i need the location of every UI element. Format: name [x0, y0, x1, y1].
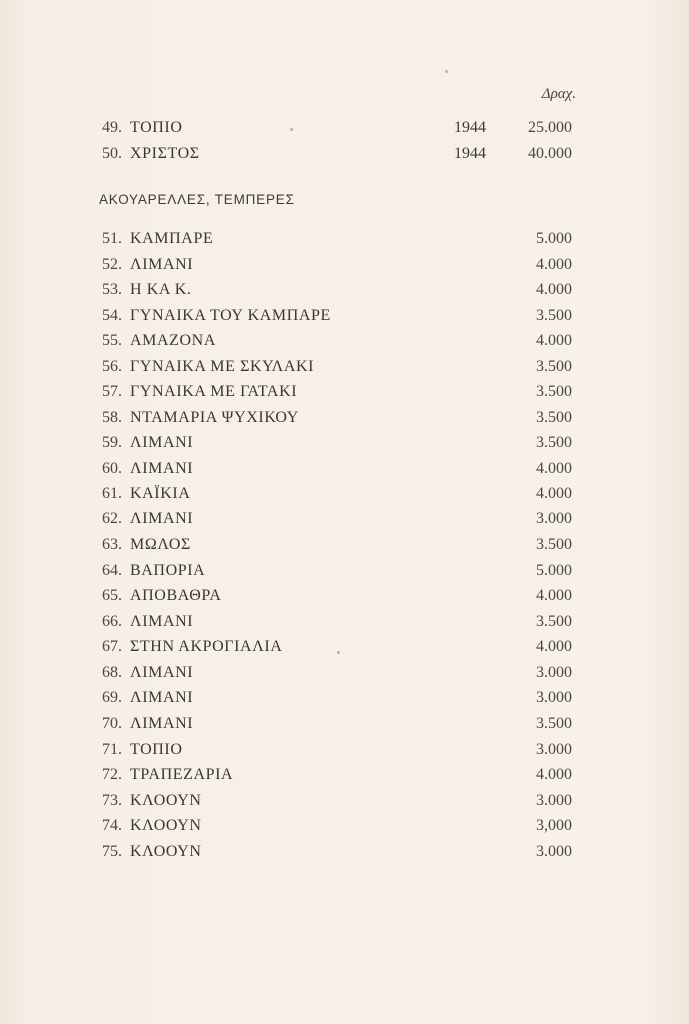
- item-number: 57.: [102, 383, 122, 400]
- list-item: [0, 143, 689, 165]
- item-number: 67.: [102, 638, 122, 655]
- list-item: [0, 790, 689, 812]
- list-item: [0, 662, 689, 684]
- item-price: 3.500: [536, 715, 572, 732]
- list-item: [0, 560, 689, 582]
- item-price: 4.000: [536, 766, 572, 783]
- list-item: [0, 534, 689, 556]
- list-item: [0, 636, 689, 658]
- item-title: Η ΚΑ Κ.: [130, 281, 192, 298]
- item-title: ΓΥΝΑΙΚΑ ΜΕ ΣΚΥΛΑΚΙ: [130, 358, 315, 375]
- item-number: 61.: [102, 485, 122, 502]
- list-item: [0, 381, 689, 403]
- list-item: [0, 713, 689, 735]
- item-title: ΓΥΝΑΙΚΑ ΤΟΥ ΚΑΜΠΑΡΕ: [130, 307, 331, 324]
- item-price: 3.000: [536, 689, 572, 706]
- item-price: 3.500: [536, 613, 572, 630]
- item-title: ΚΛΟΟΥΝ: [130, 817, 202, 834]
- item-price: 4.000: [536, 332, 572, 349]
- item-number: 65.: [102, 587, 122, 604]
- paper-speck: [337, 651, 340, 654]
- item-title: ΑΜΑΖΟΝΑ: [130, 332, 216, 349]
- item-price: 4.000: [536, 485, 572, 502]
- item-price: 3.500: [536, 383, 572, 400]
- item-number: 70.: [102, 715, 122, 732]
- item-title: ΑΠΟΒΑΘΡΑ: [130, 587, 222, 604]
- item-year: 1944: [454, 145, 486, 162]
- item-title: ΒΑΠΟΡΙΑ: [130, 562, 206, 579]
- item-title: ΛΙΜΑΝΙ: [130, 256, 194, 273]
- paper-speck: [290, 128, 293, 131]
- item-title: ΚΑΜΠΑΡΕ: [130, 230, 214, 247]
- item-price: 3.500: [536, 307, 572, 324]
- item-title: ΛΙΜΑΝΙ: [130, 510, 194, 527]
- item-price: 5.000: [536, 230, 572, 247]
- item-title: ΛΙΜΑΝΙ: [130, 664, 194, 681]
- item-price: 3.000: [536, 741, 572, 758]
- item-number: 71.: [102, 741, 122, 758]
- list-item: [0, 356, 689, 378]
- item-number: 49.: [102, 119, 122, 136]
- list-item: [0, 228, 689, 250]
- list-item: [0, 407, 689, 429]
- item-number: 66.: [102, 613, 122, 630]
- item-number: 54.: [102, 307, 122, 324]
- item-title: ΛΙΜΑΝΙ: [130, 434, 194, 451]
- item-number: 60.: [102, 460, 122, 477]
- item-price: 40.000: [528, 145, 572, 162]
- item-price: 3.500: [536, 434, 572, 451]
- list-item: [0, 254, 689, 276]
- item-number: 50.: [102, 145, 122, 162]
- item-title: ΝΤΑΜΑΡΙΑ ΨΥΧΙΚΟΥ: [130, 409, 299, 426]
- item-number: 56.: [102, 358, 122, 375]
- item-number: 74.: [102, 817, 122, 834]
- item-title: ΓΥΝΑΙΚΑ ΜΕ ΓΑΤΑΚΙ: [130, 383, 298, 400]
- item-price: 5.000: [536, 562, 572, 579]
- list-item: [0, 305, 689, 327]
- list-item: [0, 687, 689, 709]
- item-number: 73.: [102, 792, 122, 809]
- item-title: ΚΛΟΟΥΝ: [130, 843, 202, 860]
- item-number: 68.: [102, 664, 122, 681]
- list-item: [0, 458, 689, 480]
- item-title: ΚΑΪΚΙΑ: [130, 485, 191, 502]
- item-price: 3.000: [536, 510, 572, 527]
- item-price: 3.000: [536, 792, 572, 809]
- list-item: [0, 330, 689, 352]
- item-title: ΤΟΠΙΟ: [130, 119, 183, 136]
- item-number: 75.: [102, 843, 122, 860]
- list-item: [0, 279, 689, 301]
- item-number: 51.: [102, 230, 122, 247]
- item-number: 72.: [102, 766, 122, 783]
- item-title: ΤΟΠΙΟ: [130, 741, 183, 758]
- item-number: 58.: [102, 409, 122, 426]
- item-price: 3.000: [536, 664, 572, 681]
- item-number: 59.: [102, 434, 122, 451]
- item-number: 53.: [102, 281, 122, 298]
- item-number: 52.: [102, 256, 122, 273]
- item-price: 4.000: [536, 460, 572, 477]
- list-item: [0, 432, 689, 454]
- section-title: ΑΚΟΥΑΡΕΛΛΕΣ, ΤΕΜΠΕΡΕΣ: [99, 192, 295, 207]
- item-price: 3.000: [536, 843, 572, 860]
- item-price: 4.000: [536, 638, 572, 655]
- item-price: 3.500: [536, 358, 572, 375]
- list-item: [0, 815, 689, 837]
- item-title: ΛΙΜΑΝΙ: [130, 613, 194, 630]
- item-title: ΧΡΙΣΤΟΣ: [130, 145, 200, 162]
- item-title: ΜΩΛΟΣ: [130, 536, 191, 553]
- item-price: 4.000: [536, 256, 572, 273]
- item-price: 4.000: [536, 587, 572, 604]
- list-item: [0, 764, 689, 786]
- currency-header: Δραχ.: [541, 86, 576, 102]
- list-item: [0, 585, 689, 607]
- item-year: 1944: [454, 119, 486, 136]
- item-title: ΛΙΜΑΝΙ: [130, 715, 194, 732]
- list-item: [0, 739, 689, 761]
- item-title: ΤΡΑΠΕΖΑΡΙΑ: [130, 766, 234, 783]
- item-price: 4.000: [536, 281, 572, 298]
- item-price: 3.500: [536, 536, 572, 553]
- item-title: ΣΤΗΝ ΑΚΡΟΓΙΑΛΙΑ: [130, 638, 283, 655]
- list-item: [0, 841, 689, 863]
- item-number: 62.: [102, 510, 122, 527]
- item-title: ΚΛΟΟΥΝ: [130, 792, 202, 809]
- item-price: 3,000: [536, 817, 572, 834]
- list-item: [0, 483, 689, 505]
- item-price: 3.500: [536, 409, 572, 426]
- item-number: 69.: [102, 689, 122, 706]
- list-item: [0, 611, 689, 633]
- item-number: 64.: [102, 562, 122, 579]
- paper-speck: [445, 70, 448, 73]
- item-title: ΛΙΜΑΝΙ: [130, 460, 194, 477]
- item-number: 55.: [102, 332, 122, 349]
- item-number: 63.: [102, 536, 122, 553]
- item-title: ΛΙΜΑΝΙ: [130, 689, 194, 706]
- item-price: 25.000: [528, 119, 572, 136]
- list-item: [0, 117, 689, 139]
- list-item: [0, 508, 689, 530]
